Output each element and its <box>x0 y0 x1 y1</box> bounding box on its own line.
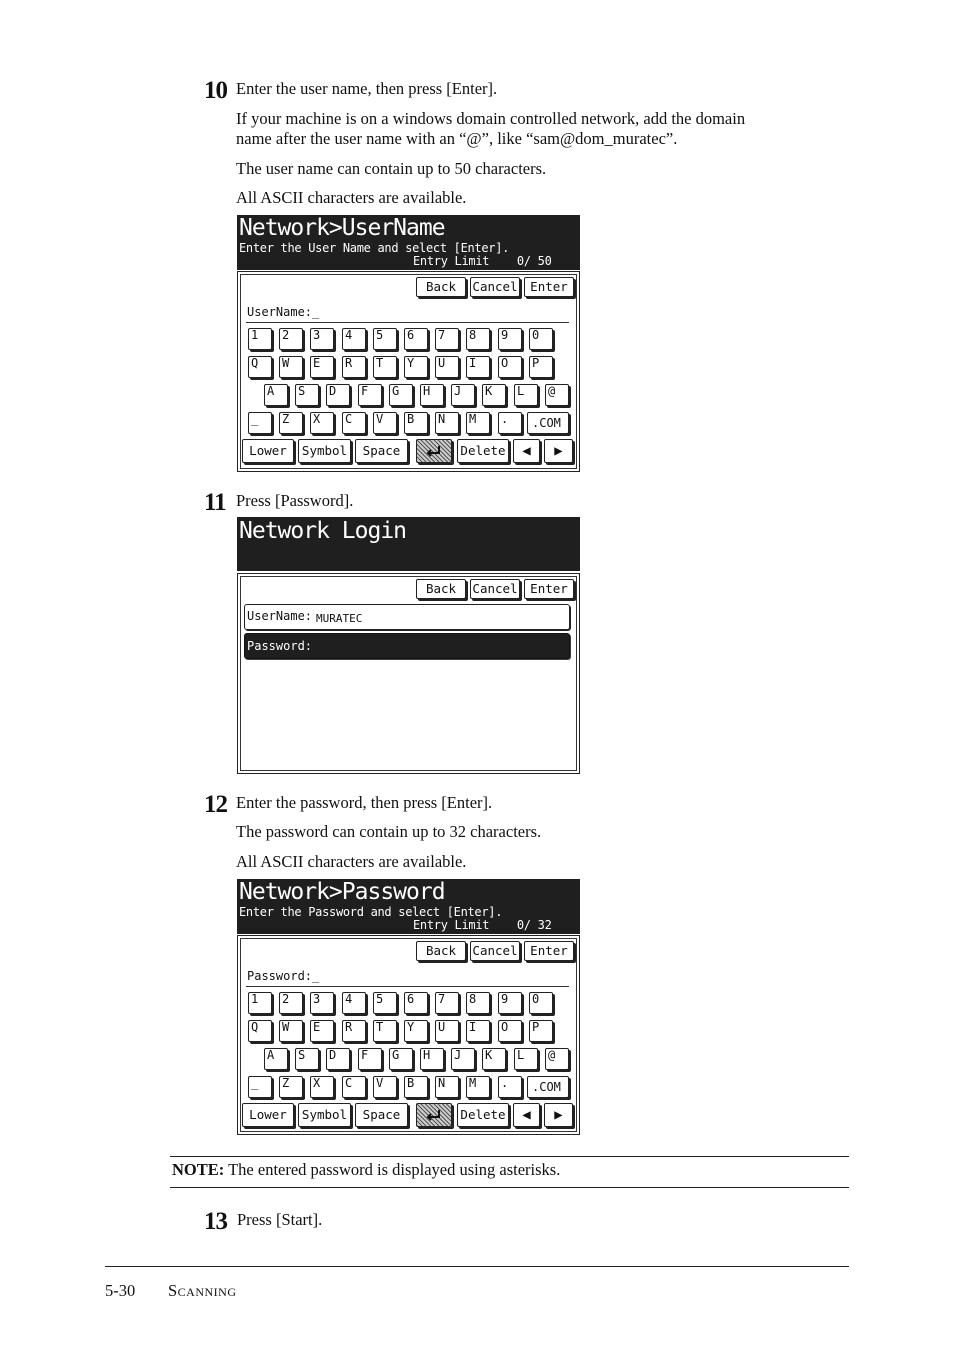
lower-button[interactable]: Lower <box>242 439 294 463</box>
key-row2-9[interactable]: P <box>529 356 553 378</box>
right-arrow-icon[interactable]: ▶ <box>544 1103 573 1127</box>
key-row4-7[interactable]: M <box>466 412 490 434</box>
key-row2-6[interactable]: U <box>435 356 459 378</box>
key-row4-2[interactable]: X <box>310 412 334 434</box>
key-row2-7[interactable]: I <box>466 1020 490 1042</box>
symbol-button[interactable]: Symbol <box>298 1103 351 1127</box>
key-row1-9[interactable]: 0 <box>529 328 553 350</box>
password-screen-header <box>237 879 580 934</box>
return-arrow-icon <box>417 440 451 462</box>
step-number-11: 11 <box>204 489 226 516</box>
key-row1-1[interactable]: 2 <box>279 992 303 1014</box>
cancel-button[interactable]: Cancel <box>470 277 520 297</box>
key-row3-2[interactable]: D <box>326 384 350 406</box>
key-row4-0[interactable]: _ <box>248 412 272 434</box>
screen-instruction: Enter the User Name and select [Enter]. <box>239 241 510 255</box>
key-row4-1[interactable]: Z <box>279 412 303 434</box>
step12-line-2: The password can contain up to 32 characters. <box>236 822 542 841</box>
step11-text: Press [Password]. <box>236 491 354 510</box>
return-arrow-icon <box>417 1104 451 1126</box>
key-row4-2[interactable]: X <box>310 1076 334 1098</box>
key-row4-3[interactable]: C <box>342 412 366 434</box>
username-label: UserName: <box>247 609 313 623</box>
key-row1-5[interactable]: 6 <box>404 992 428 1014</box>
key-row3-6[interactable]: J <box>451 384 475 406</box>
key-row1-3[interactable]: 4 <box>342 992 366 1014</box>
username-field[interactable] <box>244 604 570 630</box>
key-row2-4[interactable]: T <box>373 356 397 378</box>
com-key[interactable]: .COM <box>527 412 569 434</box>
delete-button[interactable]: Delete <box>457 1103 509 1127</box>
back-button[interactable]: Back <box>416 941 466 961</box>
input-field-label: Password:_ <box>247 969 320 983</box>
key-row2-1[interactable]: W <box>279 1020 303 1042</box>
key-row4-5[interactable]: B <box>404 1076 428 1098</box>
step13-text: Press [Start]. <box>237 1210 323 1229</box>
enter-return-key[interactable] <box>416 1103 452 1127</box>
key-row3-5[interactable]: H <box>420 384 444 406</box>
key-row3-7[interactable]: K <box>482 1048 506 1070</box>
key-row1-2[interactable]: 3 <box>310 992 334 1014</box>
enter-button[interactable]: Enter <box>524 941 574 961</box>
key-row1-7[interactable]: 8 <box>466 992 490 1014</box>
step10-line-5: All ASCII characters are available. <box>236 188 467 207</box>
back-button[interactable]: Back <box>416 579 466 599</box>
key-row3-9[interactable]: @ <box>545 384 569 406</box>
key-row4-4[interactable]: V <box>373 1076 397 1098</box>
key-row3-4[interactable]: G <box>389 384 413 406</box>
key-row3-8[interactable]: L <box>514 1048 538 1070</box>
key-row4-7[interactable]: M <box>466 1076 490 1098</box>
key-row4-4[interactable]: V <box>373 412 397 434</box>
note-text: The entered password is displayed using asterisks. <box>224 1160 561 1179</box>
key-row1-8[interactable]: 9 <box>498 328 522 350</box>
network-login-screen <box>237 517 580 774</box>
back-button[interactable]: Back <box>416 277 466 297</box>
screen-title: Network Login <box>239 518 407 544</box>
key-row3-7[interactable]: K <box>482 384 506 406</box>
screen-instruction: Enter the Password and select [Enter]. <box>239 905 503 919</box>
key-row2-4[interactable]: T <box>373 1020 397 1042</box>
section-name: Scanning <box>168 1281 237 1300</box>
enter-button[interactable]: Enter <box>524 277 574 297</box>
network-login-body <box>237 573 580 774</box>
symbol-button[interactable]: Symbol <box>298 439 351 463</box>
key-row1-6[interactable]: 7 <box>435 992 459 1014</box>
key-row3-9[interactable]: @ <box>545 1048 569 1070</box>
key-row4-3[interactable]: C <box>342 1076 366 1098</box>
key-row1-8[interactable]: 9 <box>498 992 522 1014</box>
key-row2-2[interactable]: E <box>310 1020 334 1042</box>
password-screen <box>237 879 580 1135</box>
key-row4-5[interactable]: B <box>404 412 428 434</box>
key-row3-6[interactable]: J <box>451 1048 475 1070</box>
screen-title: Network>UserName <box>239 215 445 241</box>
username-screen-header <box>237 215 580 270</box>
right-arrow-icon[interactable]: ▶ <box>544 439 573 463</box>
key-row1-0[interactable]: 1 <box>248 328 272 350</box>
cancel-button[interactable]: Cancel <box>470 941 520 961</box>
key-row3-0[interactable]: A <box>264 384 288 406</box>
key-row4-6[interactable]: N <box>435 1076 459 1098</box>
key-row2-6[interactable]: U <box>435 1020 459 1042</box>
cancel-button[interactable]: Cancel <box>470 579 520 599</box>
key-row2-5[interactable]: Y <box>404 1020 428 1042</box>
key-row1-4[interactable]: 5 <box>373 328 397 350</box>
enter-button[interactable]: Enter <box>524 579 574 599</box>
key-row4-8[interactable]: . <box>498 412 522 434</box>
note <box>172 1160 560 1180</box>
key-row2-2[interactable]: E <box>310 356 334 378</box>
password-label: Password: <box>247 639 313 653</box>
enter-return-key[interactable] <box>416 439 452 463</box>
key-row1-6[interactable]: 7 <box>435 328 459 350</box>
key-row2-5[interactable]: Y <box>404 356 428 378</box>
footer-rule <box>105 1266 849 1267</box>
key-row3-3[interactable]: F <box>358 384 382 406</box>
step10-line-1: Enter the user name, then press [Enter]. <box>236 79 498 98</box>
username-value: MURATEC <box>316 612 363 625</box>
username-screen <box>237 215 580 472</box>
key-row2-8[interactable]: O <box>498 1020 522 1042</box>
step12-line-3: All ASCII characters are available. <box>236 852 467 871</box>
com-key[interactable]: .COM <box>527 1076 569 1098</box>
step10-line-2: If your machine is on a windows domain controlled network, add the domain <box>236 109 746 128</box>
space-button[interactable]: Space <box>355 439 408 463</box>
key-row3-8[interactable]: L <box>514 384 538 406</box>
key-row1-5[interactable]: 6 <box>404 328 428 350</box>
key-row3-1[interactable]: S <box>295 384 319 406</box>
step12-line-1: Enter the password, then press [Enter]. <box>236 793 493 812</box>
key-row1-3[interactable]: 4 <box>342 328 366 350</box>
step10-line-4: The user name can contain up to 50 characters. <box>236 159 547 178</box>
key-row1-2[interactable]: 3 <box>310 328 334 350</box>
key-row3-5[interactable]: H <box>420 1048 444 1070</box>
key-row1-1[interactable]: 2 <box>279 328 303 350</box>
key-row3-2[interactable]: D <box>326 1048 350 1070</box>
key-row2-7[interactable]: I <box>466 356 490 378</box>
step-number-12: 12 <box>204 791 227 818</box>
key-row2-9[interactable]: P <box>529 1020 553 1042</box>
key-row1-7[interactable]: 8 <box>466 328 490 350</box>
left-arrow-icon[interactable]: ◀ <box>513 1103 540 1127</box>
key-row3-3[interactable]: F <box>358 1048 382 1070</box>
username-screen-body <box>237 271 580 472</box>
step-number-13: 13 <box>204 1208 227 1235</box>
key-row4-1[interactable]: Z <box>279 1076 303 1098</box>
step10-line-3: name after the user name with an “@”, like “sam@dom_muratec”. <box>236 129 678 148</box>
key-row4-6[interactable]: N <box>435 412 459 434</box>
key-row1-0[interactable]: 1 <box>248 992 272 1014</box>
key-row2-1[interactable]: W <box>279 356 303 378</box>
network-login-header <box>237 517 580 571</box>
screen-title: Network>Password <box>239 879 445 905</box>
note-bottom-rule <box>170 1187 849 1188</box>
key-row1-9[interactable]: 0 <box>529 992 553 1014</box>
key-row2-8[interactable]: O <box>498 356 522 378</box>
password-field[interactable] <box>244 633 570 659</box>
entry-limit: Entry Limit 0/ 50 <box>413 254 552 268</box>
note-label: NOTE: <box>172 1160 225 1179</box>
key-row3-1[interactable]: S <box>295 1048 319 1070</box>
input-field-underline <box>246 322 569 323</box>
step-number-10: 10 <box>204 77 227 104</box>
key-row2-0[interactable]: Q <box>248 356 272 378</box>
key-row2-3[interactable]: R <box>342 1020 366 1042</box>
key-row1-4[interactable]: 5 <box>373 992 397 1014</box>
input-field-label: UserName:_ <box>247 305 320 319</box>
key-row2-3[interactable]: R <box>342 356 366 378</box>
note-top-rule <box>170 1156 849 1157</box>
entry-limit: Entry Limit 0/ 32 <box>413 918 552 932</box>
delete-button[interactable]: Delete <box>457 439 509 463</box>
left-arrow-icon[interactable]: ◀ <box>513 439 540 463</box>
key-row4-8[interactable]: . <box>498 1076 522 1098</box>
space-button[interactable]: Space <box>355 1103 408 1127</box>
key-row3-0[interactable]: A <box>264 1048 288 1070</box>
lower-button[interactable]: Lower <box>242 1103 294 1127</box>
key-row4-0[interactable]: _ <box>248 1076 272 1098</box>
key-row3-4[interactable]: G <box>389 1048 413 1070</box>
input-field-underline <box>246 986 569 987</box>
key-row2-0[interactable]: Q <box>248 1020 272 1042</box>
page-number: 5-30 <box>105 1281 136 1300</box>
password-screen-body <box>237 935 580 1135</box>
